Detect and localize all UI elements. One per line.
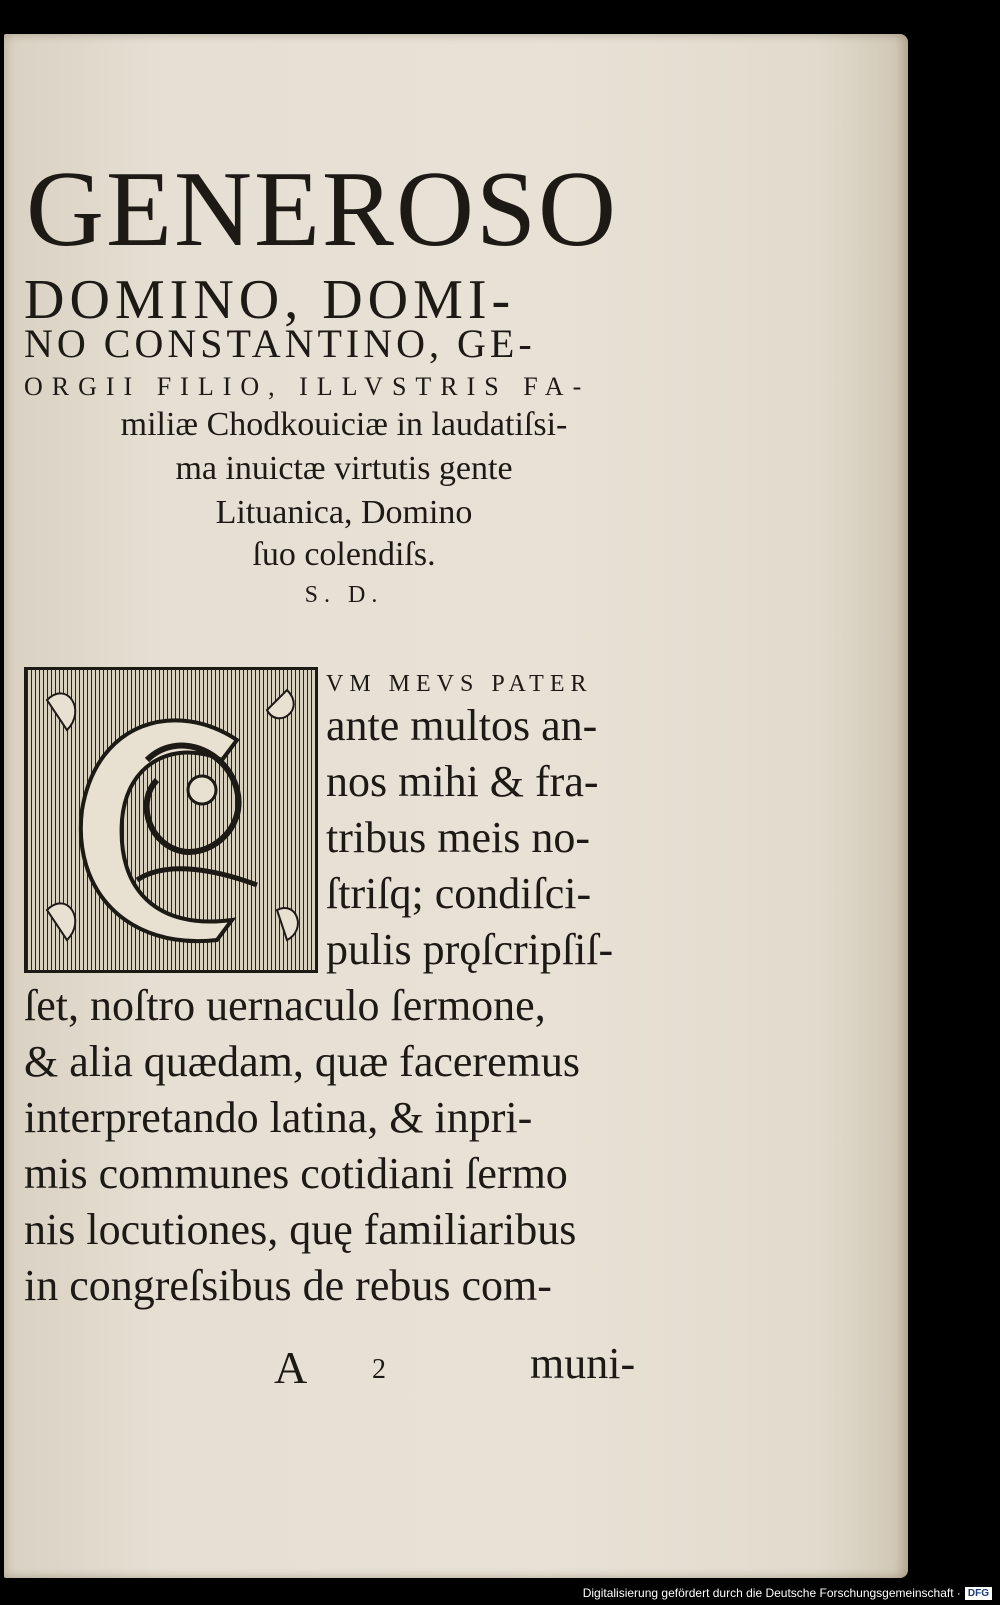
heading-line-5: miliæ Chodkouiciæ in laudatiſsi-	[120, 406, 568, 443]
body-line: ſet, noſtro uernaculo ſermone,	[24, 981, 546, 1030]
body-line: pulis prǫſcripſiſ-	[326, 925, 614, 974]
body-line: in congreſsibus de rebus com-	[24, 1261, 552, 1310]
catchword: muni-	[530, 1339, 636, 1388]
decorated-initial-c	[24, 667, 318, 973]
dfg-logo-icon: DFG	[965, 1587, 992, 1600]
body-line: interpretando latina, & inpri-	[24, 1093, 533, 1142]
body-line: & alia quædam, quæ faceremus	[24, 1037, 580, 1086]
book-page	[4, 34, 908, 1578]
title-generoso: GENEROSO	[26, 150, 619, 269]
signature-mark: A	[274, 1342, 308, 1393]
body-first-line: VM MEVS PATER	[326, 671, 593, 697]
heading-line-2: DOMINO, DOMI-	[24, 269, 516, 331]
body-line: ſtriſq; condiſci-	[326, 869, 592, 918]
initial-c-illustration	[27, 670, 315, 970]
salutation: S. D.	[304, 582, 384, 608]
body-line: nos mihi & fra-	[326, 757, 599, 806]
digitization-footer	[583, 1583, 992, 1603]
heading-line-6: ma inuictæ virtutis gente	[175, 450, 513, 487]
body-line: tribus meis no-	[326, 813, 590, 862]
body-line: nis locutiones, quę familiaribus	[24, 1205, 577, 1254]
signature-number: 2	[372, 1354, 386, 1385]
heading-line-3: NO CONSTANTINO, GE-	[24, 321, 536, 366]
heading-line-7: Lituanica, Domino	[215, 494, 473, 531]
body-line: ante multos an-	[326, 701, 598, 750]
heading-line-8: ſuo colendiſs.	[252, 536, 436, 573]
heading-line-4: ORGII FILIO, ILLVSTRIS FA-	[24, 372, 591, 401]
footer-text: Digitalisierung gefördert durch die Deutsche Forschungsgemeinschaft ·	[582, 1586, 961, 1600]
body-line: mis communes cotidiani ſermo	[24, 1149, 568, 1198]
